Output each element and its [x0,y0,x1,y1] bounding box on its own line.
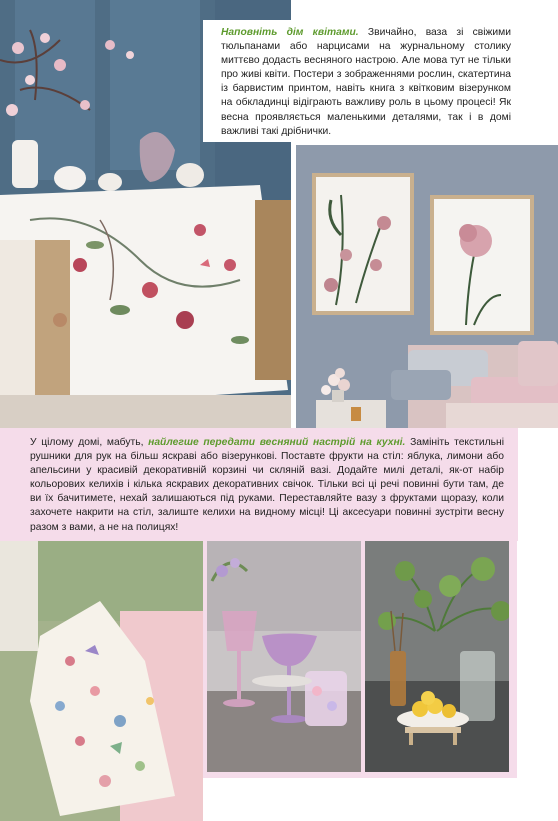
top-lead: Наповніть дім квітами. [221,27,359,38]
middle-highlight: найлегше передати весняний настрій на кухні. [148,437,406,448]
middle-text-block [0,428,518,541]
glassware-photo [207,541,361,772]
top-text-block [203,20,521,142]
middle-intro: У цілому домі, мабуть, [30,437,149,448]
bedroom-posters-photo [296,145,558,428]
lemons-plant-photo [365,541,509,772]
tea-towel-photo [0,541,203,821]
middle-body: Замініть текстильні рушники для рук на більш яскраві або візерункові. Поставте фрукти на стіл: яблука, лимони або апельсини у красивій декоративній корзині чи скляній вазі. Додайте милі деталі, як-от набір кольорових келихів і кілька яскравих декоративних свічок. Тільки всі ці речі повинні бути там, де ви їх бачитимете, нехай залишаються під руками. Переставляйте вазу з фруктами щоразу, коли захочете накрити на стіл, залиште келихи на видному місці! Ці аксесуари повинні зустріти весну разом з вами, а не на полицях! [30,437,505,533]
top-body: Звичайно, ваза зі свіжими тюльпанами або нарцисами на журнальному столику миттєво додасть весняного настрою. Але мова тут не тільки про живі квіти. Постери з зображеннями рослин, скатертина із барвистим принтом, навіть книга з квітковим візерунком на обкладинці відіграють важливу роль в цьому процесі! Як весна проявляється маленькими деталями, так і в домі важливі такі дрібнички. [221,27,511,137]
